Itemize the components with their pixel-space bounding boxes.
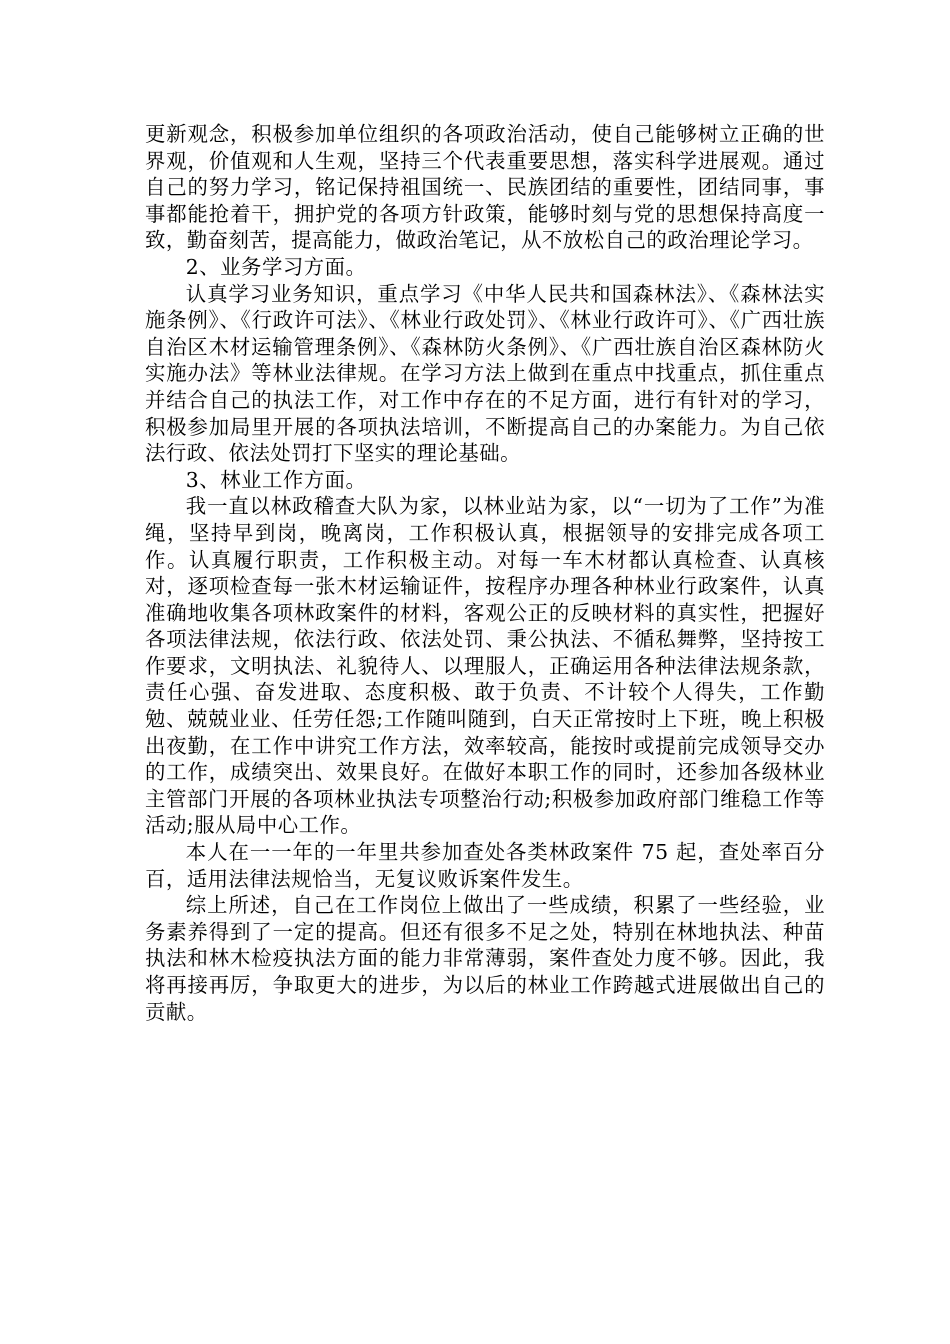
paragraph-business-study: 认真学习业务知识，重点学习《中华人民共和国森林法》、《森林法实施条例》、《行政许可法》、《林业行政处罚》、《林业行政许可》、《广西壮族自治区木材运输管理条例》、《森林防火条例》、《广西壮族自治区森林防火实施办法》等林业法律规。在学习方法上做到在重点中找重点，抓住重点并结合自己的执法工作，对工作中存在的不足方面，进行有针对的学习，积极参加局里开展的各项执法培训，不断提高自己的办案能力。为自己依法行政、依法处罚打下坚实的理论基础。 [145,281,825,466]
paragraph-case-statistics: 本人在一一年的一年里共参加查处各类林政案件 75 起，查处率百分百，适用法律法规恰当，无复议败诉案件发生。 [145,840,825,891]
paragraph-forestry-work: 我一直以林政稽查大队为家，以林业站为家，以“一切为了工作”为准绳，坚持早到岗，晚离岗，工作积极认真，根据领导的安排完成各项工作。认真履行职责，工作积极主动。对每一车木材都认真检查、认真核对，逐项检查每一张木材运输证件，按程序办理各种林业行政案件，认真准确地收集各项林政案件的材料，客观公正的反映材料的真实性，把握好各项法律法规，依法行政、依法处罚、秉公执法、不循私舞弊，坚持按工作要求，文明执法、礼貌待人、以理服人，正确运用各种法律法规条款，责任心强、奋发进取、态度积极、敢于负责、不计较个人得失，工作勤勉、兢兢业业、任劳任怨;工作随叫随到，白天正常按时上下班，晚上积极出夜勤，在工作中讲究工作方法，效率较高，能按时或提前完成领导交办的工作，成绩突出、效果良好。在做好本职工作的同时，还参加各级林业主管部门开展的各项林业执法专项整治行动;积极参加政府部门维稳工作等活动;服从局中心工作。 [145,494,825,838]
section-heading-business-study: 2、业务学习方面。 [185,254,367,279]
document-page [145,121,825,1025]
paragraph-political-study-continuation: 更新观念，积极参加单位组织的各项政治活动，使自己能够树立正确的世界观，价值观和人生观，坚持三个代表重要思想，落实科学进展观。通过自己的努力学习，铭记保持祖国统一、民族团结的重要性，团结同事，事事都能抢着干，拥护党的各项方针政策，能够时刻与党的思想保持高度一致，勤奋刻苦，提高能力，做政治笔记，从不放松自己的政治理论学习。 [145,122,825,253]
section-heading-forestry-work: 3、林业工作方面。 [185,467,367,492]
paragraph-summary: 综上所述，自己在工作岗位上做出了一些成绩，积累了一些经验，业务素养得到了一定的提高。但还有很多不足之处，特别在林地执法、种苗执法和林木检疫执法方面的能力非常薄弱，案件查处力度不够。因此，我将再接再厉，争取更大的进步，为以后的林业工作跨越式进展做出自己的贡献。 [145,893,825,1024]
